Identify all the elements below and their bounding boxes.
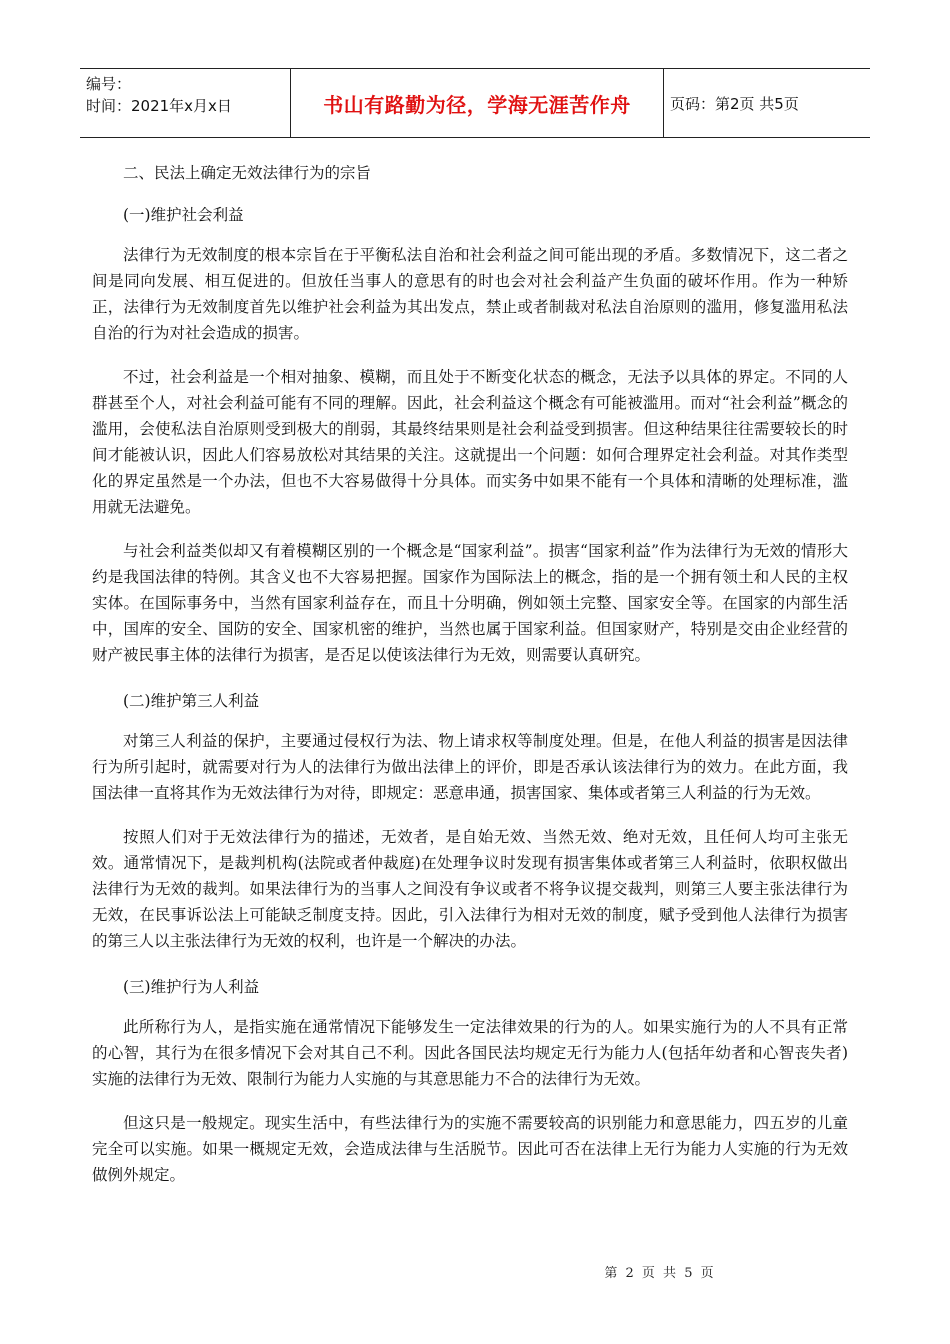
paragraph-5: 按照人们对于无效法律行为的描述，无效者，是自始无效、当然无效、绝对无效，且任何人均可主张无效。通常情况下，是裁判机构(法院或者仲裁庭)在处理争议时发现有损害集体或者第三人利益时，依职权做出法律行为无效的裁判。如果法律行为的当事人之间没有争议或者不将争议提交裁判，则第三人要主张法律行为无效，在民事诉讼法上可能缺乏制度支持。因此，引入法律行为相对无效的制度，赋予受到他人法律行为损害的第三人以主张法律行为无效的权利，也许是一个解决的办法。 [92, 828, 848, 950]
serial-label: 编号： [86, 75, 132, 93]
paragraph-2: 不过，社会利益是一个相对抽象、模糊，而且处于不断变化状态的概念，无法予以具体的界定。不同的人群甚至个人，对社会利益可能有不同的理解。因此，社会利益这个概念有可能被滥用。而对“社会利益”概念的滥用，会使私法自治原则受到极大的削弱，其最终结果则是社会利益受到损害。但这种结果往往需要较长的时间才能被认识，因此人们容易放松对其结果的关注。这就提出一个问题：如何合理界定社会利益。对其作类型化的界定虽然是一个办法，但也不大容易做得十分具体。而实务中如果不能有一个具体和清晰的处理标准，滥用就无法避免。 [92, 368, 848, 516]
subsection-heading-3: (三)维护行为人利益 [123, 978, 260, 996]
paragraph-3: 与社会利益类似却又有着模糊区别的一个概念是“国家利益”。损害“国家利益”作为法律行为无效的情形大约是我国法律的特例。其含义也不大容易把握。国家作为国际法上的概念，指的是一个拥有领土和人民的主权实体。在国际事务中，当然有国家利益存在，而且十分明确，例如领土完整、国家安全等。在国家的内部生活中，国库的安全、国防的安全、国家机密的维护，当然也属于国家利益。但国家财产，特别是交由企业经营的财产被民事主体的法律行为损害，是否足以使该法律行为无效，则需要认真研究。 [92, 542, 848, 664]
header-motto: 书山有路勤为径，学海无涯苦作舟 [291, 69, 664, 137]
page-footer: 第 2 页 共 5 页 [604, 1266, 716, 1281]
date-label: 时间：2021年x月x日 [86, 97, 232, 115]
paragraph-6: 此所称行为人，是指实施在通常情况下能够发生一定法律效果的行为的人。如果实施行为的人不具有正常的心智，其行为在很多情况下会对其自己不利。因此各国民法均规定无行为能力人(包括年幼者和心智丧失者)实施的法律行为无效、限制行为能力人实施的与其意思能力不合的法律行为无效。 [92, 1018, 848, 1088]
paragraph-1: 法律行为无效制度的根本宗旨在于平衡私法自治和社会利益之间可能出现的矛盾。多数情况下，这二者之间是同向发展、相互促进的。但放任当事人的意思有的时也会对社会利益产生负面的破坏作用。作为一种矫正，法律行为无效制度首先以维护社会利益为其出发点，禁止或者制裁对私法自治原则的滥用，修复滥用私法自治的行为对社会造成的损害。 [92, 246, 848, 342]
paragraph-7: 但这只是一般规定。现实生活中，有些法律行为的实施不需要较高的识别能力和意思能力，四五岁的儿童完全可以实施。如果一概规定无效，会造成法律与生活脱节。因此可否在法律上无行为能力人实施的行为无效做例外规定。 [92, 1114, 848, 1184]
subsection-heading-2: (二)维护第三人利益 [123, 692, 260, 710]
header-page-info: 页码：第2页 共5页 [670, 94, 799, 113]
section-heading: 二、民法上确定无效法律行为的宗旨 [123, 164, 372, 182]
page-header [80, 68, 870, 138]
paragraph-4: 对第三人利益的保护，主要通过侵权行为法、物上请求权等制度处理。但是，在他人利益的损害是因法律行为所引起时，就需要对行为人的法律行为做出法律上的评价，即是否承认该法律行为的效力。在此方面，我国法律一直将其作为无效法律行为对待，即规定：恶意串通，损害国家、集体或者第三人利益的行为无效。 [92, 732, 848, 802]
header-meta [80, 69, 291, 137]
subsection-heading-1: (一)维护社会利益 [123, 206, 244, 224]
document-body [92, 150, 848, 1206]
